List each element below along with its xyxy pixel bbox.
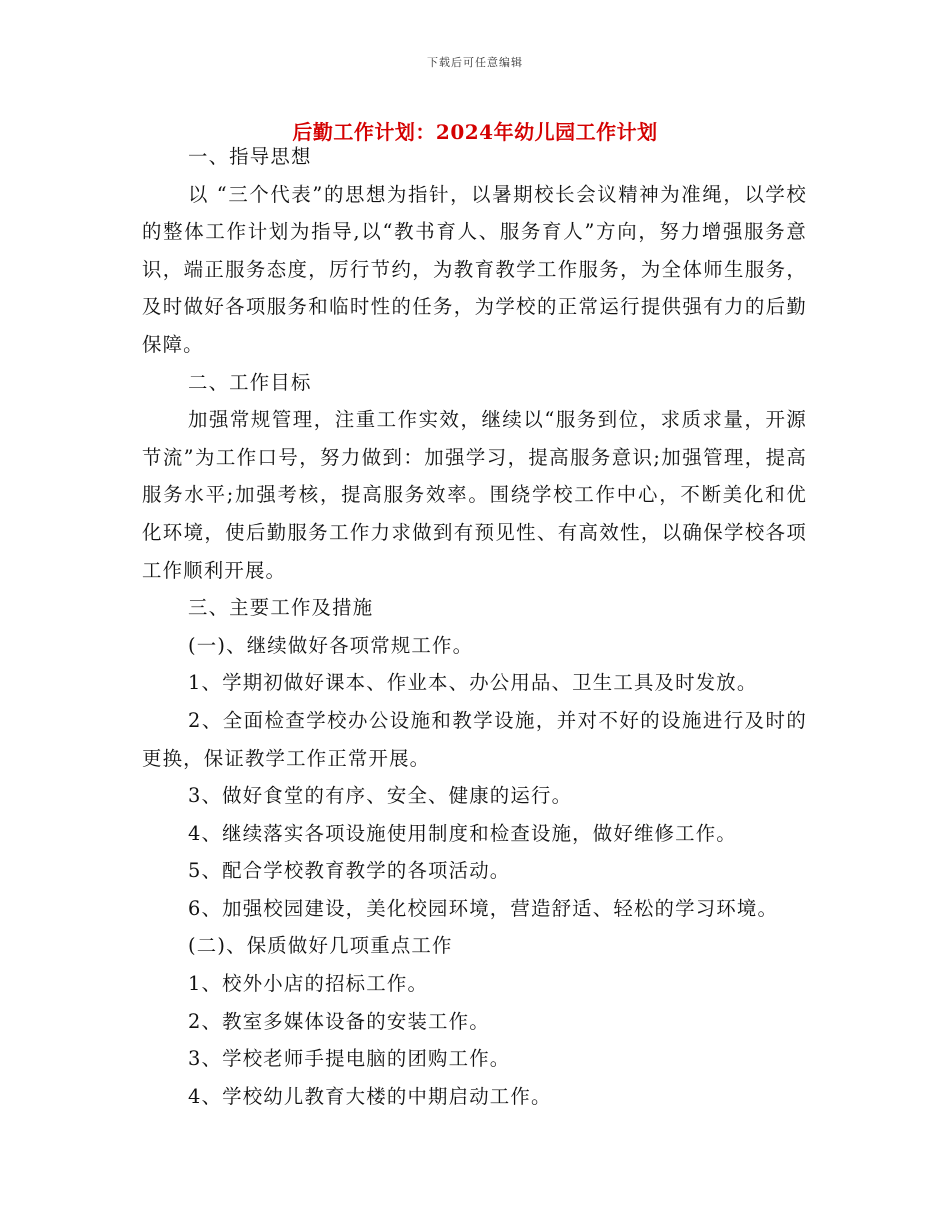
document-title: 后勤工作计划：2024年幼儿园工作计划 xyxy=(292,120,658,144)
list-item: 1、校外小店的招标工作。 xyxy=(188,972,429,996)
document-body xyxy=(142,138,807,1115)
list-item: 4、继续落实各项设施使用制度和检查设施，做好维修工作。 xyxy=(188,821,737,845)
list-item: 2、全面检查学校办公设施和教学设施，并对不好的设施进行及时的更换，保证教学工作正常开展。 xyxy=(142,708,807,770)
subsection-heading-key-work: (二)、保质做好几项重点工作 xyxy=(188,934,453,958)
list-item: 4、学校幼儿教育大楼的中期启动工作。 xyxy=(188,1084,552,1108)
list-item: 5、配合学校教育教学的各项活动。 xyxy=(188,859,511,883)
list-item: 1、学期初做好课本、作业本、办公用品、卫生工具及时发放。 xyxy=(188,671,758,695)
subsection-heading-routine-work: (一)、继续做好各项常规工作。 xyxy=(188,633,474,657)
paragraph-guiding-ideology: 以 “三个代表”的思想为指针，以暑期校长会议精神为准绳，以学校的整体工作计划为指导,以“教书育人、服务育人”方向，努力增强服务意识，端正服务态度，厉行节约，为教育教学工作服务，为全体师生服务，及时做好各项服务和临时性的任务，为学校的正常运行提供强有力的后勤保障。 xyxy=(142,182,807,356)
list-item: 3、学校老师手提电脑的团购工作。 xyxy=(188,1047,511,1071)
header-note: 下载后可任意编辑 xyxy=(427,56,523,69)
section-heading-main-work: 三、主要工作及措施 xyxy=(188,596,374,620)
paragraph-work-goals: 加强常规管理，注重工作实效，继续以“服务到位，求质求量，开源节流”为工作口号，努力做到：加强学习，提高服务意识;加强管理，提高服务水平;加强考核，提高服务效率。围绕学校工作中心，不断美化和优化环境，使后勤服务工作力求做到有预见性、有高效性，以确保学校各项工作顺利开展。 xyxy=(142,408,807,582)
list-item: 2、教室多媒体设备的安装工作。 xyxy=(188,1009,490,1033)
list-item: 6、加强校园建设，美化校园环境，营造舒适、轻松的学习环境。 xyxy=(188,896,779,920)
section-heading-guiding-ideology: 一、指导思想 xyxy=(188,145,312,168)
section-heading-work-goals: 二、工作目标 xyxy=(188,370,312,394)
list-item: 3、做好食堂的有序、安全、健康的运行。 xyxy=(188,784,573,808)
